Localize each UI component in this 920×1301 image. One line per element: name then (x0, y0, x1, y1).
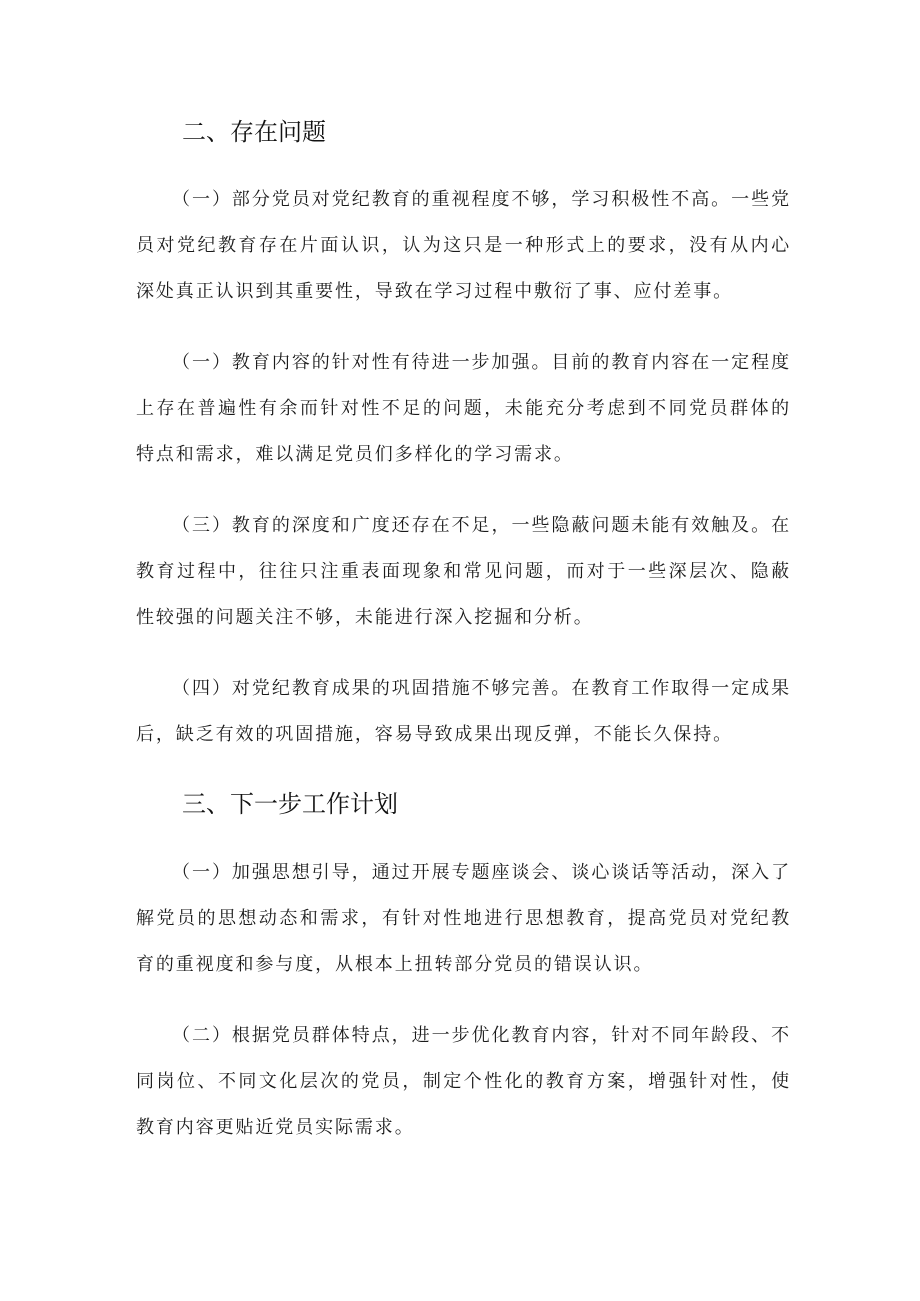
paragraph-problem-4: （四）对党纪教育成果的巩固措施不够完善。在教育工作取得一定成果后，缺乏有效的巩固措施，容易导致成果出现反弹，不能长久保持。 (136, 678, 791, 745)
paragraph-problem-1: （一）部分党员对党纪教育的重视程度不够，学习积极性不高。一些党员对党纪教育存在片面认识，认为这只是一种形式上的要求，没有从内心深处真正认识到其重要性，导致在学习过程中敷衍了事、应付差事。 (136, 189, 791, 302)
paragraph-plan-1: （一）加强思想引导，通过开展专题座谈会、谈心谈话等活动，深入了解党员的思想动态和需求，有针对性地进行思想教育，提高党员对党纪教育的重视度和参与度，从根本上扭转部分党员的错误认识。 (136, 862, 791, 975)
section-heading-next-steps: 三、下一步工作计划 (182, 790, 398, 818)
paragraph-plan-2: （二）根据党员群体特点，进一步优化教育内容，针对不同年龄段、不同岗位、不同文化层次的党员，制定个性化的教育方案，增强针对性，使教育内容更贴近党员实际需求。 (136, 1025, 791, 1138)
paragraph-problem-3: （三）教育的深度和广度还存在不足，一些隐蔽问题未能有效触及。在教育过程中，往往只注重表面现象和常见问题，而对于一些深层次、隐蔽性较强的问题关注不够，未能进行深入挖掘和分析。 (136, 515, 791, 628)
paragraph-problem-2: （一）教育内容的针对性有待进一步加强。目前的教育内容在一定程度上存在普遍性有余而针对性不足的问题，未能充分考虑到不同党员群体的特点和需求，难以满足党员们多样化的学习需求。 (136, 352, 791, 465)
section-heading-problems: 二、存在问题 (182, 118, 326, 146)
